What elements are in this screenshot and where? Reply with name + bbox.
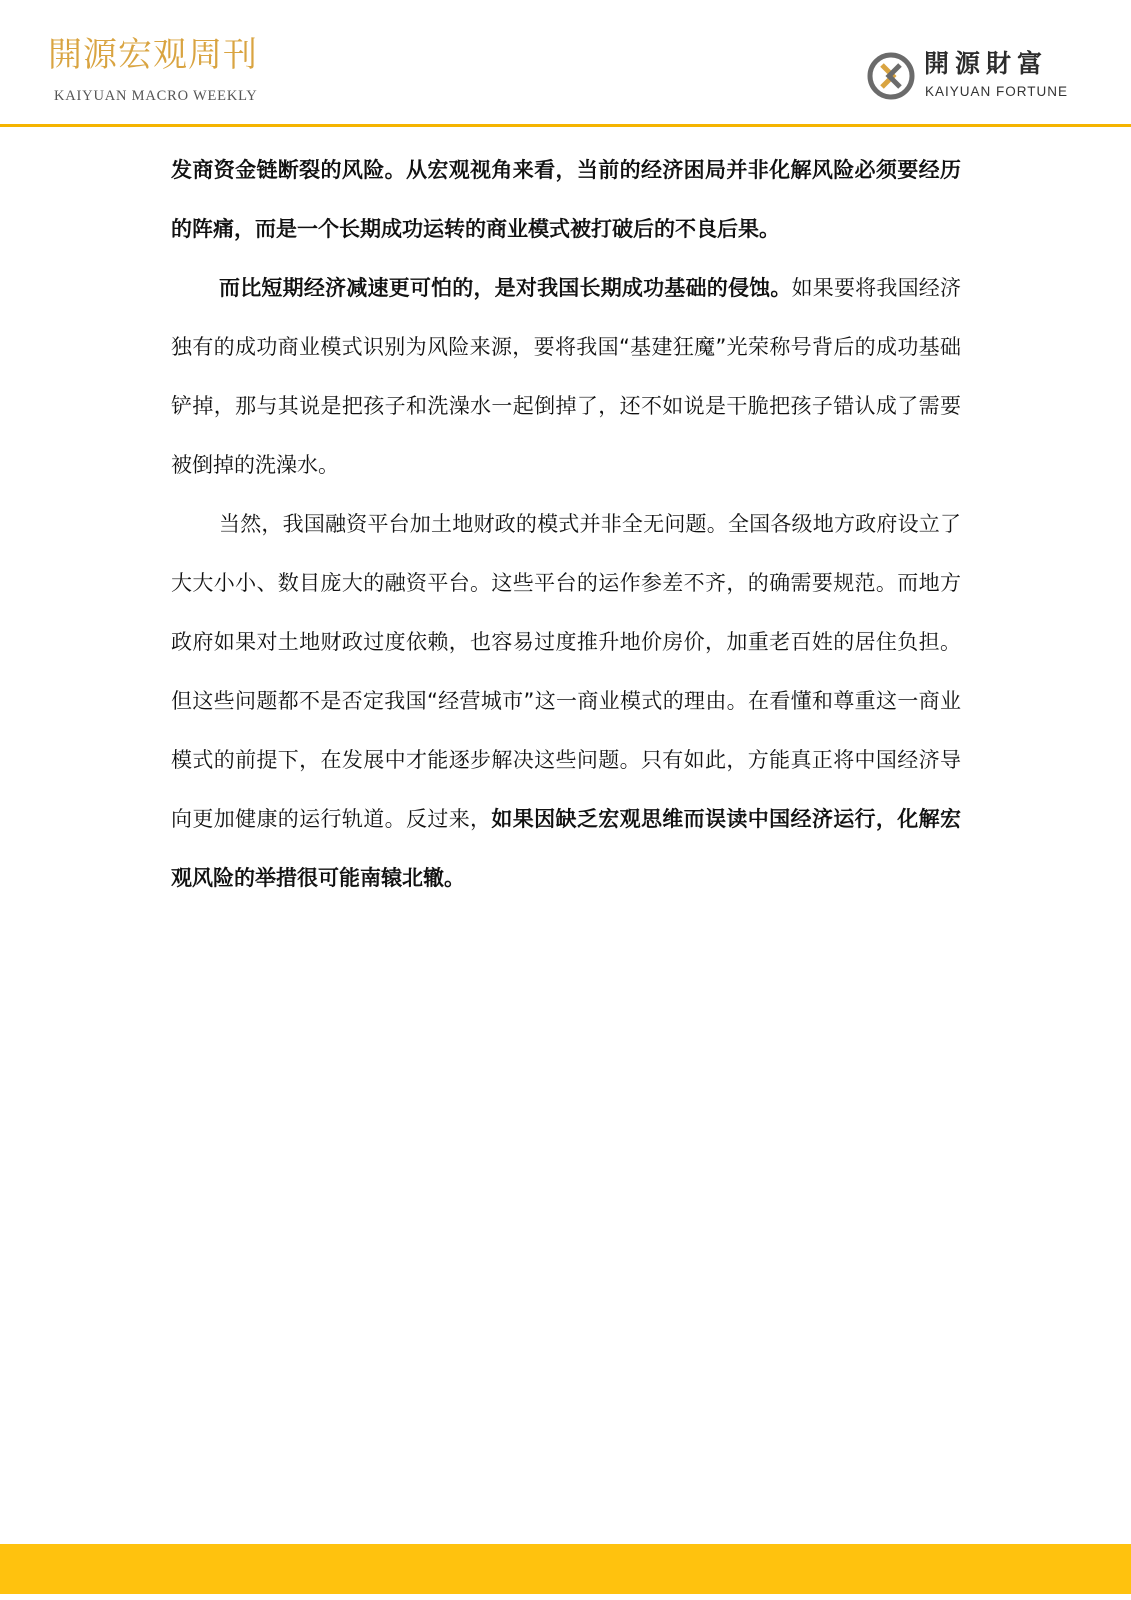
kaiyuan-logo-icon xyxy=(866,51,916,101)
logo-name-en: KAIYUAN FORTUNE xyxy=(925,84,1069,99)
paragraph-3 xyxy=(171,495,961,908)
paragraph-1-bold: 发商资金链断裂的风险。从宏观视角来看，当前的经济困局并非化解风险必须要经历的阵痛，而是一个长期成功运转的商业模式被打破后的不良后果。 xyxy=(171,158,961,241)
footer-bar xyxy=(0,1544,1131,1594)
publication-title: 開源宏观周刊 xyxy=(48,35,258,75)
logo-name-cn: 開源財富 xyxy=(924,49,1049,78)
header-divider xyxy=(0,124,1131,127)
publication-subtitle: KAIYUAN MACRO WEEKLY xyxy=(54,88,258,104)
paragraph-3-text: 当然，我国融资平台加土地财政的模式并非全无问题。全国各级地方政府设立了大大小小、数目庞大的融资平台。这些平台的运作参差不齐，的确需要规范。而地方政府如果对土地财政过度依赖，也容易过度推升地价房价，加重老百姓的居住负担。但这些问题都不是否定我国“经营城市”这一商业模式的理由。在看懂和尊重这一商业模式的前提下，在发展中才能逐步解决这些问题。只有如此，方能真正将中国经济导向更加健康的运行轨道。反过来， xyxy=(171,512,961,831)
paragraph-1 xyxy=(171,141,961,259)
paragraph-2 xyxy=(171,259,961,495)
paragraph-2-text: 如果要将我国经济独有的成功商业模式识别为风险来源，要将我国“基建狂魔”光荣称号背后的成功基础铲掉，那与其说是把孩子和洗澡水一起倒掉了，还不如说是干脆把孩子错认成了需要被倒掉的洗澡水。 xyxy=(171,276,962,477)
article-body xyxy=(171,141,961,908)
page-header xyxy=(0,0,1131,126)
company-logo xyxy=(866,50,1081,106)
paragraph-2-bold: 而比短期经济减速更可怕的，是对我国长期成功基础的侵蚀。 xyxy=(219,276,792,300)
paragraph-3-bold: 如果因缺乏宏观思维而误读中国经济运行，化解宏观风险的举措很可能南辕北辙。 xyxy=(171,807,962,890)
